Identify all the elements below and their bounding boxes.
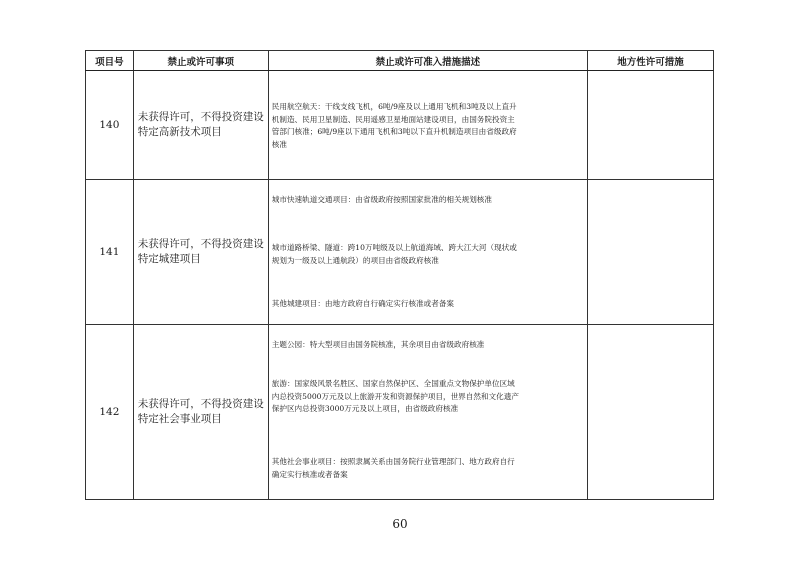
local-measures-cell [588,180,714,325]
page-number: 60 [392,517,408,531]
desc-line: 城市快速轨道交通项目：由省级政府按照国家批准的相关规划核准 [271,195,492,204]
desc-line: 旅游：国家级风景名胜区、国家自然保护区、全国重点文物保护单位区域 [271,379,515,388]
description-stack [269,325,587,499]
description-block [269,242,587,267]
item-name [133,180,268,325]
description-block [269,73,587,151]
header-project-number: 项目号 [86,51,134,71]
desc-line: 核准 [271,139,287,149]
project-number: 142 [86,325,134,500]
permit-table [85,50,714,500]
description-block [269,378,587,416]
item-name [133,325,268,500]
desc-line: 其他城建项目：由地方政府自行确定实行核准或者备案 [271,299,455,308]
description-cell [268,325,587,500]
item-line: 特定社会事业项目 [137,413,222,425]
item-line: 特定城建项目 [137,253,201,265]
description-cell [268,71,587,180]
local-measures-cell [588,71,714,180]
description-block [269,456,587,481]
local-measures-cell [588,325,714,500]
desc-line: 其他社会事业项目：按照隶属关系由国务院行业管理部门、地方政府自行 [271,457,515,466]
desc-line: 规划为一级及以上通航段）的项目由省级政府核准 [271,255,439,265]
description-stack [269,180,587,324]
header-description: 禁止或许可准入措施描述 [268,51,587,71]
description-block [269,298,587,311]
desc-line: 确定实行核准或者备案 [271,469,348,479]
item-line: 未获得许可，不得投资建设 [137,111,264,123]
item-line: 特定高新技术项目 [137,126,222,138]
desc-line: 保护区内总投资3000万元及以上项目，由省级政府核准 [271,404,459,413]
desc-line: 机制造、民用卫星制造、民用遥感卫星地面站建设项目，由国务院投资主 [271,114,515,124]
description-block [269,339,587,352]
desc-line: 主题公园：特大型项目由国务院核准，其余项目由省级政府核准 [271,340,485,349]
desc-line: 城市道路桥梁、隧道：跨10万吨级及以上航道海域、跨大江大河（现状或 [271,243,517,252]
table-header-row [86,51,714,71]
description-block [269,194,587,207]
table-row [86,325,714,500]
project-number: 141 [86,180,134,325]
item-line: 未获得许可，不得投资建设 [137,238,264,250]
project-number: 140 [86,71,134,180]
header-local-measures: 地方性许可措施 [588,51,714,71]
item-name [133,71,268,180]
desc-line: 内总投资5000万元及以上旅游开发和资源保护项目，世界自然和文化遗产 [271,391,519,401]
table-row [86,180,714,325]
desc-line: 民用航空航天：干线支线飞机，6吨/9座及以上通用飞机和3吨及以上直升 [271,102,517,111]
item-line: 未获得许可，不得投资建设 [137,398,264,410]
desc-line: 管部门核准；6吨/9座以下通用飞机和3吨以下直升机制造项目由省级政府 [271,127,517,136]
table-row [86,71,714,180]
header-item: 禁止或许可事项 [133,51,268,71]
description-cell [268,180,587,325]
